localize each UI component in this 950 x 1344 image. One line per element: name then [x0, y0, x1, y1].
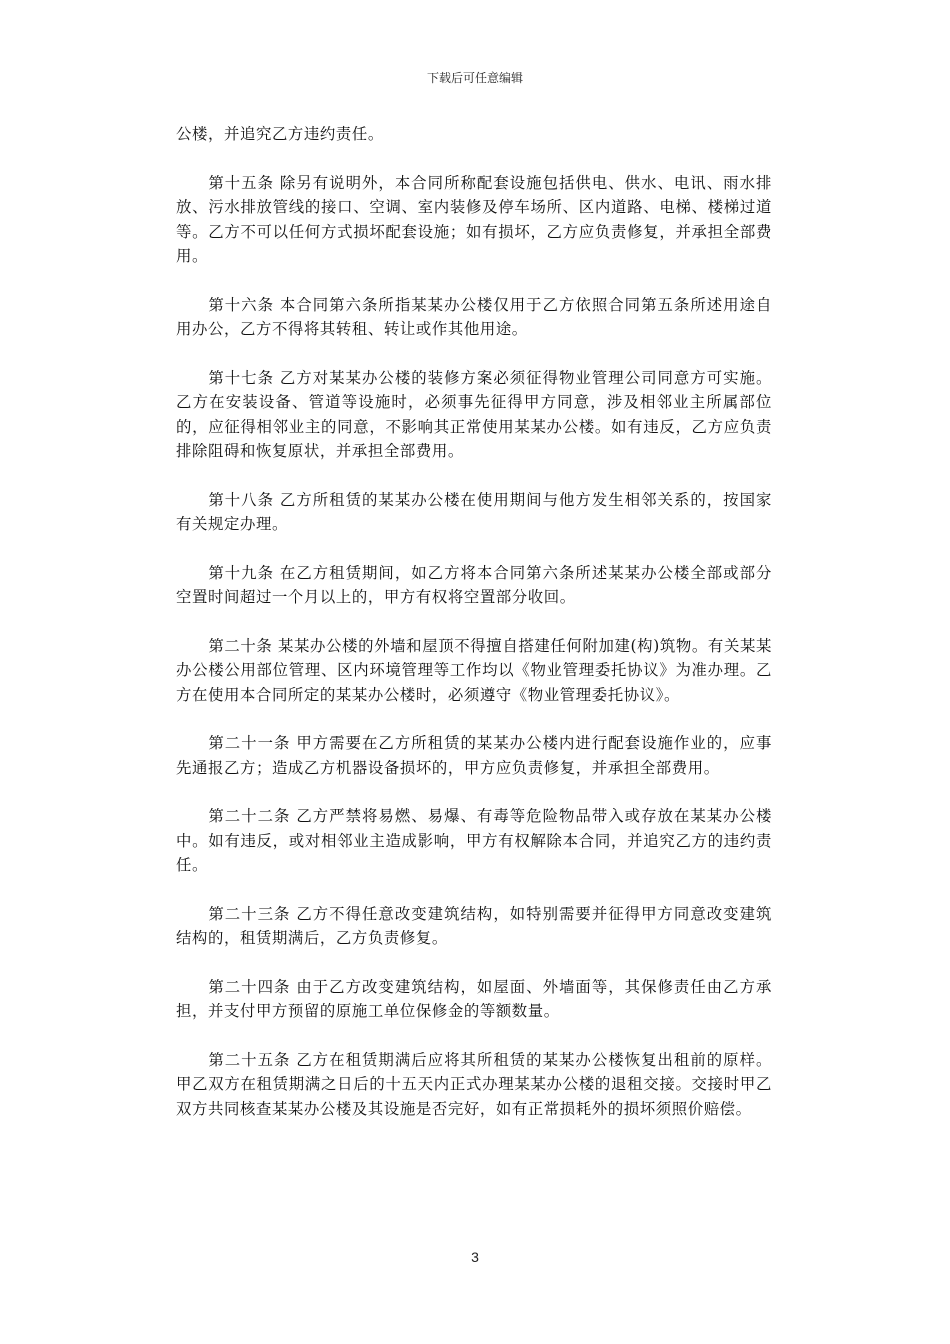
clause-25: 第二十五条 乙方在租赁期满后应将其所租赁的某某办公楼恢复出租前的原样。甲乙双方在租赁期满之日后的十五天内正式办理某某办公楼的退租交接。交接时甲乙双方共同核查某某办公楼及其设施是否完好，如有正常损耗外的损坏须照价赔偿。: [176, 1050, 772, 1118]
page-number: 3: [471, 1249, 479, 1265]
clause-22: 第二十二条 乙方严禁将易燃、易爆、有毒等危险物品带入或存放在某某办公楼中。如有违反，或对相邻业主造成影响，甲方有权解除本合同，并追究乙方的违约责任。: [176, 807, 772, 874]
clause-18: 第十八条 乙方所租赁的某某办公楼在使用期间与他方发生相邻关系的，按国家有关规定办理。: [176, 490, 772, 533]
paragraph-continuation: 公楼，并追究乙方违约责任。: [176, 125, 384, 143]
clause-21: 第二十一条 甲方需要在乙方所租赁的某某办公楼内进行配套设施作业的，应事先通报乙方；造成乙方机器设备损坏的，甲方应负责修复，并承担全部费用。: [176, 734, 772, 777]
clause-23: 第二十三条 乙方不得任意改变建筑结构，如特别需要并征得甲方同意改变建筑结构的，租赁期满后，乙方负责修复。: [176, 904, 772, 947]
clause-17: 第十七条 乙方对某某办公楼的装修方案必须征得物业管理公司同意方可实施。乙方在安装设备、管道等设施时，必须事先征得甲方同意，涉及相邻业主所属部位的，应征得相邻业主的同意，不影响其正常使用某某办公楼。如有违反，乙方应负责排除阻碍和恢复原状，并承担全部费用。: [176, 368, 772, 460]
clause-15: 第十五条 除另有说明外，本合同所称配套设施包括供电、供水、电讯、雨水排放、污水排放管线的接口、空调、室内装修及停车场所、区内道路、电梯、楼梯过道等。乙方不可以任何方式损坏配套设施；如有损坏，乙方应负责修复，并承担全部费用。: [176, 173, 772, 265]
clause-19: 第十九条 在乙方租赁期间，如乙方将本合同第六条所述某某办公楼全部或部分空置时间超过一个月以上的，甲方有权将空置部分收回。: [176, 563, 772, 606]
clause-16: 第十六条 本合同第六条所指某某办公楼仅用于乙方依照合同第五条所述用途自用办公，乙方不得将其转租、转让或作其他用途。: [176, 295, 772, 338]
page-header: 下载后可任意编辑: [426, 71, 523, 85]
clause-24: 第二十四条 由于乙方改变建筑结构，如屋面、外墙面等，其保修责任由乙方承担，并支付甲方预留的原施工单位保修金的等额数量。: [176, 977, 772, 1020]
clause-20: 第二十条 某某办公楼的外墙和屋顶不得擅自搭建任何附加建(构)筑物。有关某某办公楼公用部位管理、区内环境管理等工作均以《物业管理委托协议》为准办理。乙方在使用本合同所定的某某办公楼时，必须遵守《物业管理委托协议》。: [176, 636, 772, 704]
document-body: [176, 122, 772, 1145]
